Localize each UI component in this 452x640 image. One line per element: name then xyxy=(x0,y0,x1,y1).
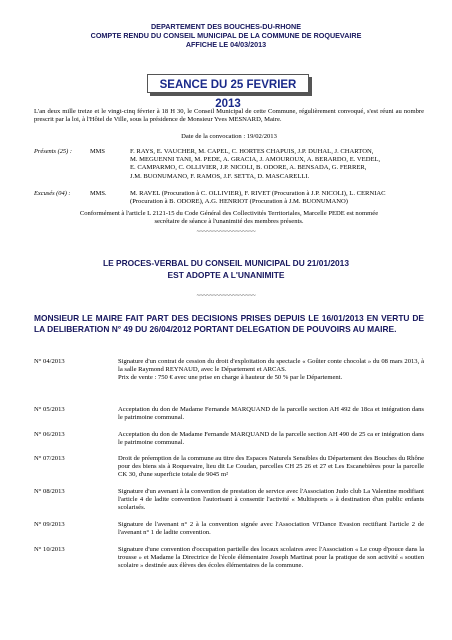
decision-line: Signature d'une convention d'occupation partielle des locaux scolaires avec l'Association « Le coup d'pouce dans la trousse » et Madame la Directrice de l'école élémentaire Joseph Martinat pour la pratique de son activité « soutien scolaire » destinée aux élèves des écoles élémentaires de la commune. xyxy=(118,546,424,570)
decision-line: Prix de vente : 750 € avec une prise en charge à hauteur de 50 % par le Département. xyxy=(118,374,343,382)
decisions-heading: MONSIEUR LE MAIRE FAIT PART DES DECISIONS PRISES DEPUIS LE 16/01/2013 EN VERTU DE LA DELIBERATION N° 49 DU 26/04/2012 PORTANT DELEGATION DE POUVOIRS AU MAIRE. xyxy=(34,313,424,335)
session-title-box xyxy=(147,74,309,110)
session-title: SEANCE DU 25 FEVRIER 2013 xyxy=(159,79,297,110)
decision-number: N° 10/2013 xyxy=(34,546,65,553)
report-header: COMPTE RENDU DU CONSEIL MUNICIPAL DE LA COMMUNE DE ROQUEVAIRE xyxy=(90,31,362,40)
presents-list xyxy=(130,148,424,181)
secretary-line: Conformément à l'article L 2121-15 du Code Général des Collectivités Territoriales, Marcelle PEDE est nommée xyxy=(79,210,379,217)
convocation-date: Date de la convocation : 19/02/2013 xyxy=(181,133,277,140)
decision-number: N° 07/2013 xyxy=(34,455,65,462)
decision-number: N° 08/2013 xyxy=(34,488,65,495)
pv-line-2: EST ADOPTE A L'UNANIMITE xyxy=(167,270,285,280)
separator: ~~~~~~~~~~~~~~~~~~ xyxy=(196,228,256,235)
decision-text xyxy=(118,455,424,480)
decision-line: Signature de l'avenant n° 2 à la convention signée avec l'Association Vi'Dance Evasion rectifiant l'article 2 de l'avenant n° 1 de ladite convention. xyxy=(118,521,424,537)
excuses-line: (Procuration à B. ODORE), A.G. HENRIOT (Procuration à J.M. BUONUMANO) xyxy=(130,198,348,206)
decision-line: Signature d'un contrat de cession du droit d'exploitation du spectacle « Goûter conte chocolat » du 08 mars 2013, à la salle Raymond REYNAUD, avec le Département et ARCAS. xyxy=(118,358,424,374)
decision-line: Acceptation du don de Madame Fernande MARQUAND de la parcelle section AH 492 de 18ca et intégration dans le patrimoine communal. xyxy=(118,406,424,422)
excuses-label: Excusés (04) : xyxy=(34,190,71,197)
presents-line: J.M. BUONUMANO, F. RAMOS, J.F. SETTA, D. MASCARELLI. xyxy=(130,172,310,180)
decision-number: N° 06/2013 xyxy=(34,431,65,438)
decision-number: N° 05/2013 xyxy=(34,406,65,413)
department-header: DEPARTEMENT DES BOUCHES-DU-RHONE xyxy=(150,22,301,31)
decision-text xyxy=(118,521,424,537)
excuses-line: M. RAVEL (Procuration à C. OLLIVIER), F. RIVET (Procuration à J.P. NICOLI), L. CERNIAC xyxy=(130,190,386,197)
decision-line: Signature d'un avenant à la convention de prestation de service avec l'Association Judo club La Valentine modifiant l'article 4 de ladite convention l'autorisant à consentir l'activité « Multisports » à destination d'un public enfants scolarisés. xyxy=(118,488,424,512)
pv-line-1: LE PROCES-VERBAL DU CONSEIL MUNICIPAL DU 21/01/2013 xyxy=(102,258,350,268)
excuses-mms: MMS. xyxy=(90,190,107,197)
decision-text xyxy=(118,488,424,513)
presents-line: E. CAMPARMO, C. OLLIVIER, J.P. NICOLI, B. ODORE, A. BENSADA, G. FERRER, xyxy=(130,164,367,172)
excuses-list xyxy=(130,190,424,206)
decision-text xyxy=(118,546,424,571)
decision-line: Acceptation du don de Madame Fernande MARQUAND de la parcelle section AH 490 de 25 ca er intégration dans le patrimoine communal. xyxy=(118,431,424,447)
presents-label: Présents (25) : xyxy=(34,148,72,155)
decision-text xyxy=(118,406,424,422)
posting-date: AFFICHE LE 04/03/2013 xyxy=(185,40,267,49)
separator: ~~~~~~~~~~~~~~~~~~ xyxy=(196,292,256,299)
decision-text xyxy=(118,358,424,383)
presents-line: M. MEGUENNI TANI, M. PEDE, A. GRACIA, J. AMOUROUX, A. BERARDO, E. VEDEL, xyxy=(130,156,381,164)
decision-text xyxy=(118,431,424,447)
secretary-notice xyxy=(34,210,424,226)
decision-number: N° 09/2013 xyxy=(34,521,65,528)
presents-line: F. RAYS, E. VAUCHER, M. CAPEL, C. HORTES CHAPUIS, J.P. DUHAL, J. CHARTON, xyxy=(130,148,374,155)
decision-number: N° 04/2013 xyxy=(34,358,65,365)
presents-mms: MMS xyxy=(90,148,105,155)
secretary-line: secrétaire de séance à l'unanimité des membres présents. xyxy=(154,218,304,226)
decision-line: Droit de préemption de la commune au titre des Espaces Naturels Sensibles du Département des Bouches du Rhône pour des biens sis à Roquevaire, lieu dit Le Coudan, parcelles CH 25 26 et 27 et Les Escanebières pour la parcelle CK 30, d'une superficie totale de 9045 m² xyxy=(118,455,424,479)
intro-paragraph: L'an deux mille treize et le vingt-cinq février à 18 H 30, le Conseil Municipal de cette Commune, régulièrement convoqué, s'est réuni au nombre prescrit par la loi, à l'Hôtel de Ville, sous la présidence de Monsieur Yves MESNARD, Maire. xyxy=(34,108,424,124)
